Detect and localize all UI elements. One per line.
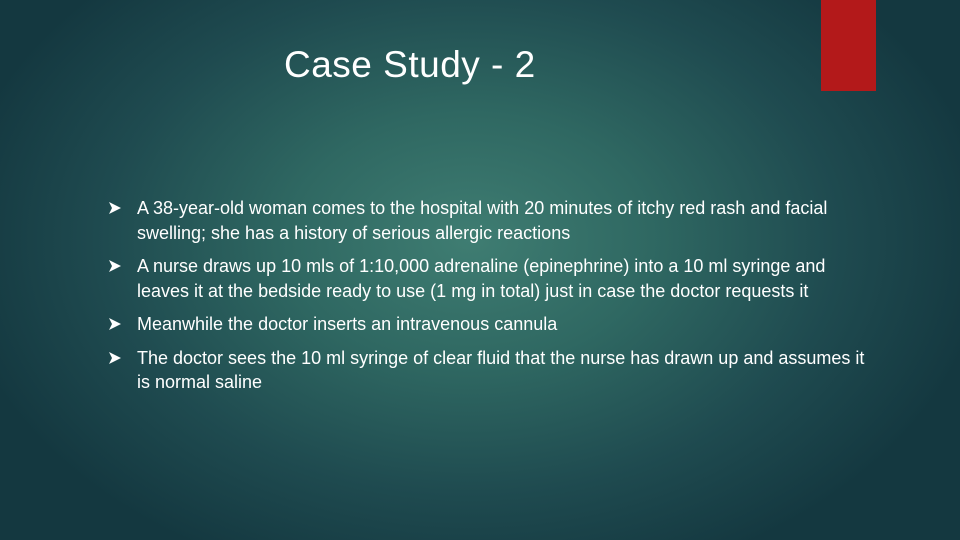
arrowhead-bullet-icon	[109, 352, 121, 364]
bullet-item	[108, 196, 868, 245]
slide-title: Case Study - 2	[284, 44, 536, 85]
bullet-item	[108, 254, 868, 303]
bullet-text: The doctor sees the 10 ml syringe of clear fluid that the nurse has drawn up and assumes it is normal saline	[137, 347, 865, 392]
bullet-item	[108, 346, 868, 395]
accent-bar	[821, 0, 876, 91]
arrowhead-bullet-icon	[109, 202, 121, 214]
arrowhead-bullet-icon	[109, 318, 121, 330]
arrowhead-bullet-icon	[109, 260, 121, 272]
bullet-text: A nurse draws up 10 mls of 1:10,000 adrenaline (epinephrine) into a 10 ml syringe and leaves it at the bedside ready to use (1 mg in total) just in case the doctor requests it	[137, 256, 826, 301]
bullet-list	[108, 196, 868, 404]
bullet-item	[108, 312, 868, 337]
bullet-text: A 38-year-old woman comes to the hospital with 20 minutes of itchy red rash and facial swelling; she has a history of serious allergic reactions	[137, 198, 828, 243]
bullet-text: Meanwhile the doctor inserts an intravenous cannula	[137, 314, 558, 334]
